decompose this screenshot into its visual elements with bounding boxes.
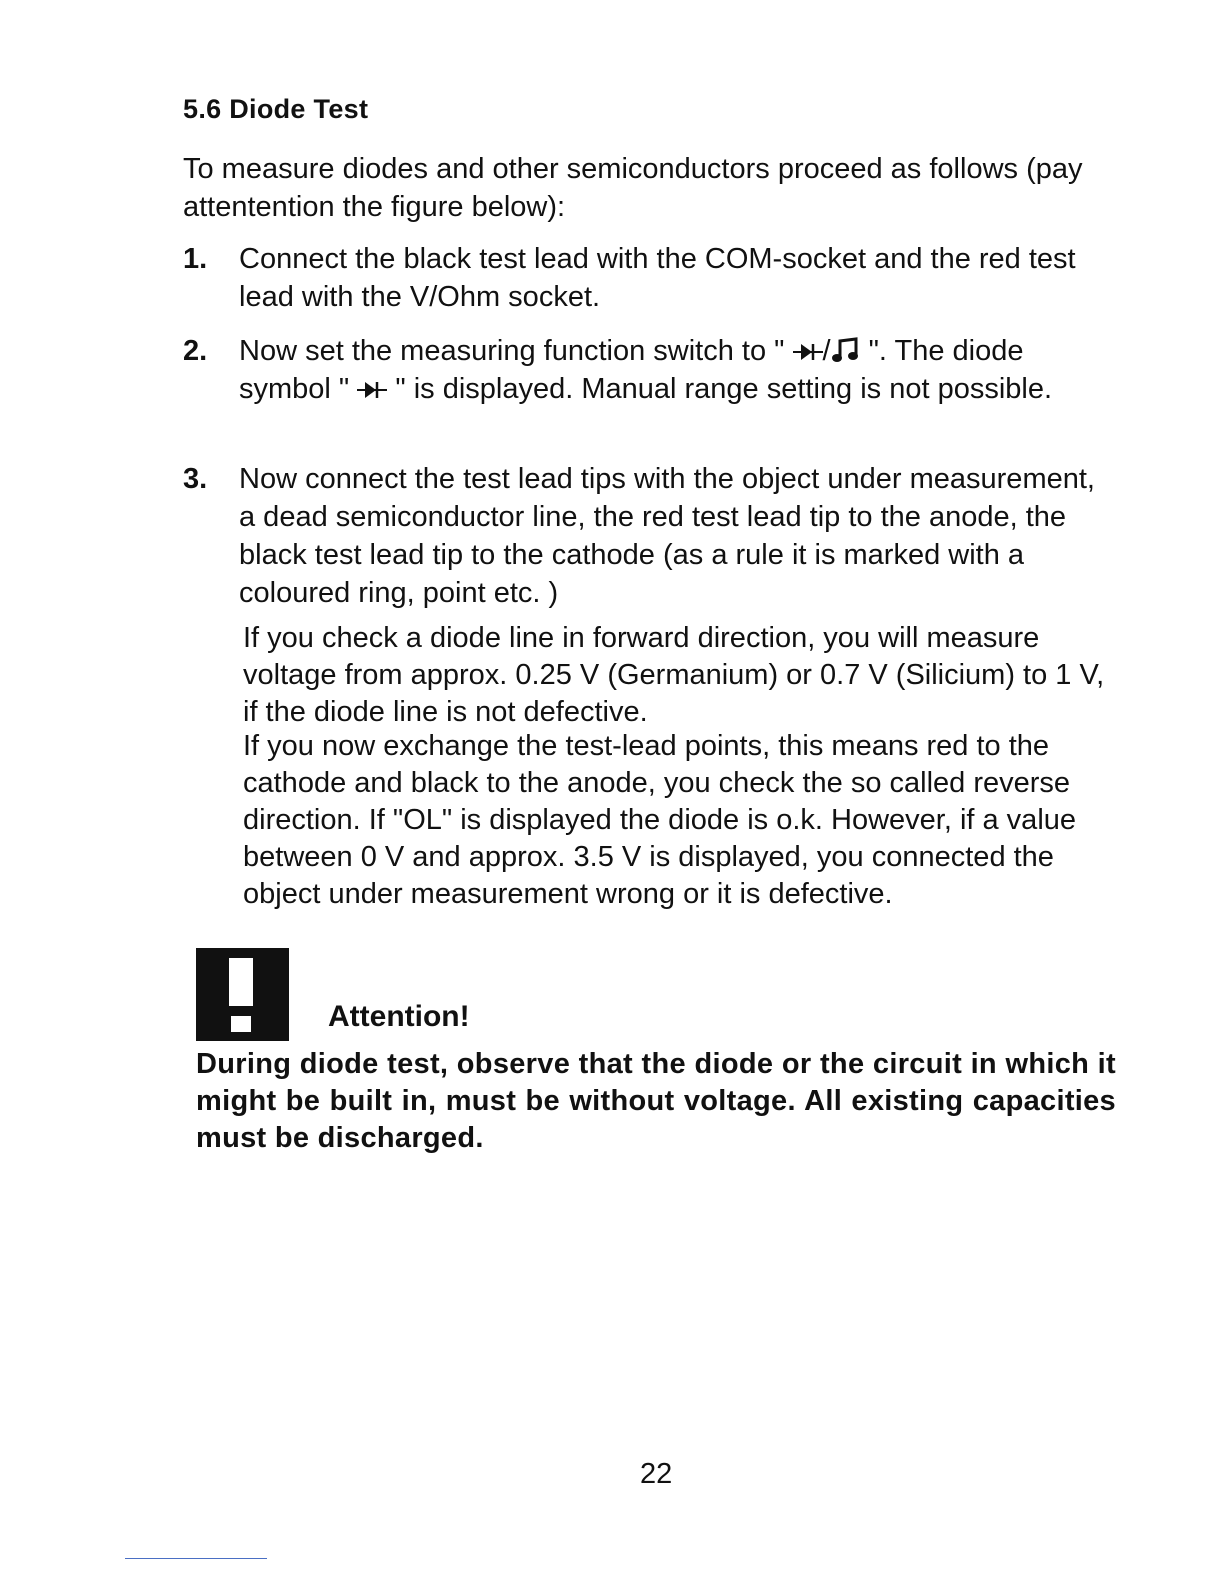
step-2 — [183, 332, 1118, 408]
warning-icon — [196, 948, 289, 1041]
step-number: 1. — [183, 243, 208, 275]
section-heading: 5.6 Diode Test — [183, 94, 369, 124]
buzzer-icon — [831, 336, 861, 364]
footer-rule — [125, 1558, 267, 1559]
page-number: 22 — [640, 1458, 673, 1490]
step-text: Now set the measuring function switch to " / ". The diode symbol " " is displayed. Manual range setting is not possible. — [239, 335, 1053, 405]
diode-icon — [793, 342, 823, 362]
reverse-direction-paragraph: If you now exchange the test-lead points, this means red to the cathode and black to the anode, you check the so called reverse direction. If "OL" is displayed the diode is o.k. However, if a value between 0 V and approx. 3.5 V is displayed, you connected the object under measurement wrong or it is defective. — [243, 730, 1077, 910]
step-text-part: Now set the measuring function switch to " — [239, 335, 785, 367]
warning-icon-dot — [231, 1016, 251, 1032]
step-number: 2. — [183, 335, 208, 367]
intro-paragraph: To measure diodes and other semiconductors proceed as follows (pay attentention the figure below): — [183, 153, 1083, 223]
step-text-part: ". The diode symbol " — [239, 335, 1024, 405]
diode-icon — [357, 380, 387, 400]
attention-title: Attention! — [328, 1000, 470, 1033]
step-number: 3. — [183, 463, 208, 495]
step-text: Connect the black test lead with the COM-socket and the red test lead with the V/Ohm socket. — [239, 243, 1076, 313]
warning-icon-bar — [229, 958, 253, 1006]
step-text-part: " is displayed. Manual range setting is not possible. — [395, 373, 1053, 405]
step-1 — [183, 240, 1118, 316]
attention-text: During diode test, observe that the diode or the circuit in which it might be built in, must be without voltage. All existing capacities must be discharged. — [196, 1048, 1116, 1154]
step-text: Now connect the test lead tips with the object under measurement, a dead semiconductor line, the red test lead tip to the anode, the black test lead tip to the cathode (as a rule it is marked with a coloured ring, point etc. ) — [239, 463, 1095, 609]
step-3 — [183, 460, 1118, 612]
forward-direction-paragraph: If you check a diode line in forward direction, you will measure voltage from approx. 0.25 V (Germanium) or 0.7 V (Silicium) to 1 V, if the diode line is not defective. — [243, 622, 1105, 728]
